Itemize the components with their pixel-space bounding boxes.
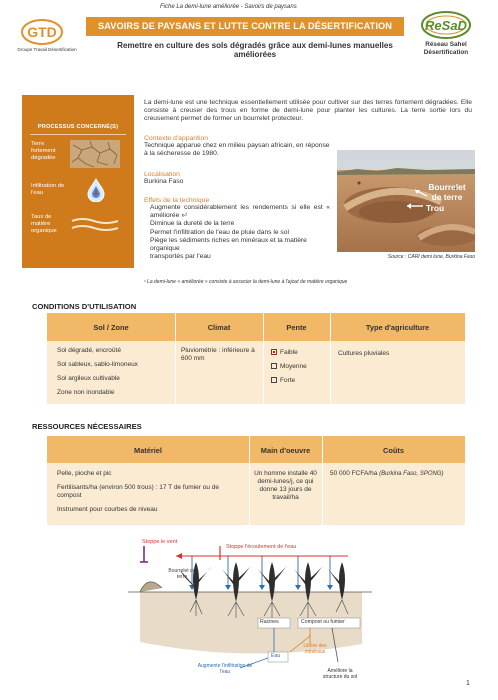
cracked-soil-icon	[70, 140, 120, 168]
process-panel	[22, 95, 134, 268]
context-text: Technique apparue chez en milieu paysan africain, en réponse à la sécheresse de 1980.	[144, 142, 330, 158]
diagram-label-eau: Eau	[271, 653, 281, 659]
diagram-label-infiltration: Augmente l'infiltration de l'eau	[197, 663, 253, 675]
soil-item: Sol dégradé, encroûté	[57, 347, 121, 354]
diagram-label-ameliore: Améliore la structure du sol	[322, 668, 358, 680]
labour-text: Un homme installe 40 demi-lunes/j, ce qui donne 13 jours de travail/ha	[254, 470, 317, 501]
climate-text: Pluviométrie : inférieure à 600 mm	[181, 347, 255, 362]
effects-item: Piège les sédiments riches en minéraux et la matière organique	[150, 236, 307, 253]
water-drop-icon	[87, 178, 105, 202]
effects-item: Diminue la dureté de la terre	[150, 220, 235, 228]
footnote: ¹ La demi-lune « améliorée » consiste à associer la demi-lune à l'ajout de matière organique	[144, 279, 348, 285]
effects-item: Permet l'infiltration de l'eau de pluie dans le sol	[150, 228, 289, 236]
document-label: Fiche La demi-lune améliorée - Savoirs de paysans	[160, 4, 297, 10]
process-title: PROCESSUS CONCERNÉ(S)	[37, 124, 119, 130]
cost-main: 50 000 FCFA/ha	[330, 470, 378, 477]
effects-item: Augmente considérablement les rendements si elle est « améliorée »¹	[150, 204, 330, 220]
location-section	[144, 171, 334, 186]
reseau-sahel-caption	[408, 41, 484, 56]
intro-paragraph: La demi-lune est une technique essentiellement utilisée pour cultiver sur des terres fortement dégradées. Elle consiste à creuser des trous en forme de demi-lune pour planter les cultures. La terre sortie lors du creusement permet de former un bourrelet protecteur.	[144, 99, 472, 122]
gtd-logo	[20, 18, 64, 46]
slope-label: Forte	[280, 377, 296, 384]
soil-item: Sol sableux, sablo-limoneux	[57, 361, 138, 368]
slope-label: Moyenne	[280, 363, 307, 370]
resources-header-labour: Main d'oeuvre	[260, 446, 311, 455]
checkbox-icon[interactable]	[271, 377, 277, 383]
soil-item: Zone non inondable	[57, 389, 115, 396]
photo-label-trou: Trou	[426, 203, 445, 213]
material-item: Pelle, pioche et pic	[57, 470, 112, 477]
svg-text:GTD: GTD	[27, 24, 57, 40]
process-label-organic: Taux de matière organique	[31, 214, 57, 234]
context-section	[144, 135, 334, 158]
rs-caption-line1: Réseau Sahel	[425, 41, 467, 48]
process-divider	[30, 134, 126, 135]
slope-label: Faible	[280, 349, 298, 356]
rs-caption-line2: Désertification	[423, 48, 469, 56]
effects-heading: Effets de la technique	[144, 197, 210, 204]
photo-label-bourrelet: Bourrelet de terre	[428, 182, 466, 202]
process-label-water: Infiltration de l'eau	[31, 183, 65, 196]
page-number: 1	[466, 680, 470, 687]
cost-text	[330, 470, 460, 478]
resources-title: RESSOURCES NÉCESSAIRES	[32, 422, 142, 431]
diagram-label-stoppe-ecoulement: Stoppe l'écoulement de l'eau	[226, 544, 297, 550]
resources-header-cost: Coûts	[383, 446, 404, 455]
diagram-label-racines: Racines	[260, 619, 279, 625]
diagram-label-bourrelet: Bourrelet de terre	[168, 568, 196, 580]
slope-option-moyenne[interactable]	[271, 363, 307, 371]
material-item: Fertilisants/ha (environ 500 trous) : 17 T de fumier ou de compost	[57, 484, 219, 499]
organic-matter-icon	[70, 216, 120, 234]
effects-item: transportés par l'eau	[150, 253, 211, 261]
reseau-sahel-logo	[418, 10, 474, 40]
conditions-title: CONDITIONS D'UTILISATION	[32, 302, 137, 311]
diagram-label-libere: Libère des minéraux	[303, 643, 327, 655]
diagram-label-compost: Compost ou fumier	[301, 619, 345, 625]
material-item: Instrument pour courbes de niveau	[57, 506, 158, 513]
conditions-header-climate: Climat	[207, 323, 231, 332]
subtitle: Remettre en culture des sols dégradés grâce aux demi-lunes manuelles améliorées	[117, 41, 393, 59]
location-heading: Localisation	[144, 171, 180, 178]
conditions-header-slope: Pente	[286, 323, 307, 332]
gtd-caption: Groupe Travail Désertification	[17, 47, 77, 52]
svg-text:ReSaD: ReSaD	[425, 18, 467, 33]
soil-item: Sol argileux cultivable	[57, 375, 120, 382]
process-label-soil: Terre fortement dégradée	[31, 141, 56, 161]
conditions-header-agriculture: Type d'agriculture	[365, 323, 430, 332]
banner-title: SAVOIRS DE PAYSANS ET LUTTE CONTRE LA DÉSERTIFICATION	[86, 17, 404, 36]
slope-option-faible[interactable]	[271, 349, 298, 357]
slope-option-forte[interactable]	[271, 377, 295, 385]
diagram-label-stoppe-vent: Stoppe le vent	[142, 539, 178, 545]
agriculture-text: Cultures pluviales	[338, 350, 390, 357]
context-heading: Contexte d'apparition	[144, 135, 209, 142]
resources-header-material: Matériel	[134, 446, 162, 455]
location-text: Burkina Faso	[144, 178, 184, 185]
effects-section	[144, 197, 330, 261]
checkbox-icon[interactable]	[271, 363, 277, 369]
cost-source: (Burkina Faso, SPONG)	[379, 471, 444, 477]
photo-caption: Source : CARI demi lune, Burkina Faso	[387, 254, 475, 260]
conditions-header-soil: Sol / Zone	[93, 323, 129, 332]
checkbox-checked-icon[interactable]	[271, 349, 277, 355]
